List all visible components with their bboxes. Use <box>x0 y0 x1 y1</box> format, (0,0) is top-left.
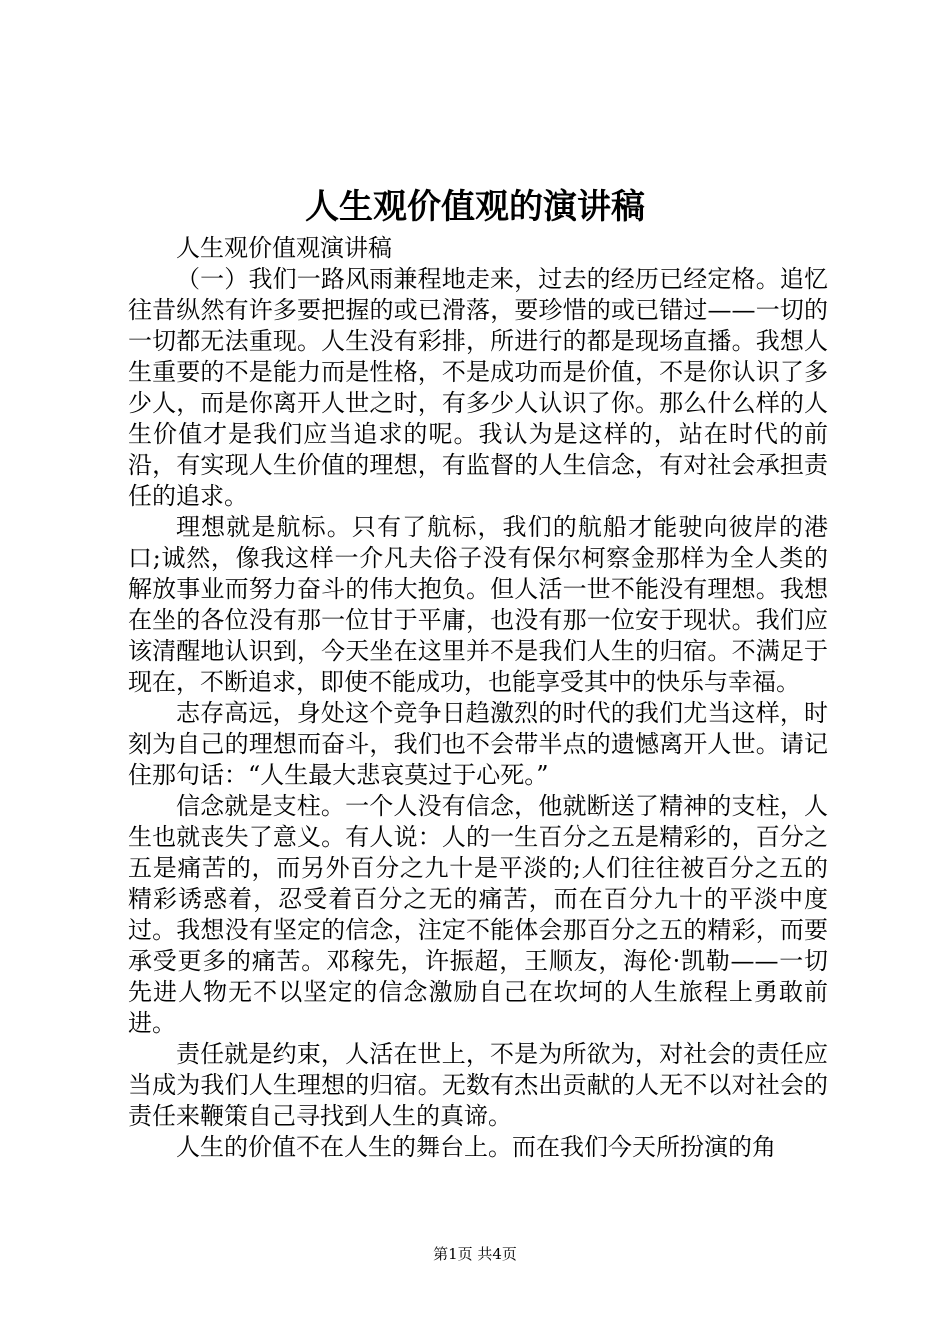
document-title: 人生观价值观的演讲稿 <box>305 187 645 227</box>
paragraph: 志存高远，身处这个竞争日趋激烈的时代的我们尤当这样，时刻为自己的理想而奋斗，我们也不会带半点的遗憾离开人世。请记住那句话：“人生最大悲哀莫过于心死。” <box>128 699 828 789</box>
page-number-footer: 第1页 共4页 <box>433 1245 517 1263</box>
paragraph: （一）我们一路风雨兼程地走来，过去的经历已经定格。追忆往昔纵然有许多要把握的或已滑落，要珍惜的或已错过——一切的一切都无法重现。人生没有彩排，所进行的都是现场直播。我想人生重要的不是能力而是性格，不是成功而是价值，不是你认识了多少人，而是你离开人世之时，有多少人认识了你。那么什么样的人生价值才是我们应当追求的呢。我认为是这样的，站在时代的前沿，有实现人生价值的理想，有监督的人生信念，有对社会承担责任的追求。 <box>128 265 828 510</box>
paragraph: 责任就是约束，人活在世上，不是为所欲为，对社会的责任应当成为我们人生理想的归宿。无数有杰出贡献的人无不以对社会的责任来鞭策自己寻找到人生的真谛。 <box>128 1040 828 1130</box>
document-subtitle: 人生观价值观演讲稿 <box>176 234 392 262</box>
paragraph: 理想就是航标。只有了航标，我们的航船才能驶向彼岸的港口;诚然，像我这样一介凡夫俗子没有保尔柯察金那样为全人类的解放事业而努力奋斗的伟大抱负。但人活一世不能没有理想。我想在坐的各位没有那一位甘于平庸，也没有那一位安于现状。我们应该清醒地认识到，今天坐在这里并不是我们人生的归宿。不满足于现在，不断追求，即使不能成功，也能享受其中的快乐与幸福。 <box>128 513 828 696</box>
paragraph: 信念就是支柱。一个人没有信念，他就断送了精神的支柱，人生也就丧失了意义。有人说：人的一生百分之五是精彩的，百分之五是痛苦的，而另外百分之九十是平淡的;人们往往被百分之五的精彩诱惑着，忍受着百分之无的痛苦，而在百分九十的平淡中度过。我想没有坚定的信念，注定不能体会那百分之五的精彩，而要承受更多的痛苦。邓稼先，许振超，王顺友，海伦·凯勒——一切先进人物无不以坚定的信念激励自己在坎坷的人生旅程上勇敢前进。 <box>128 792 828 1037</box>
paragraph: 人生的价值不在人生的舞台上。而在我们今天所扮演的角 <box>176 1133 776 1161</box>
document-body <box>128 233 828 1163</box>
